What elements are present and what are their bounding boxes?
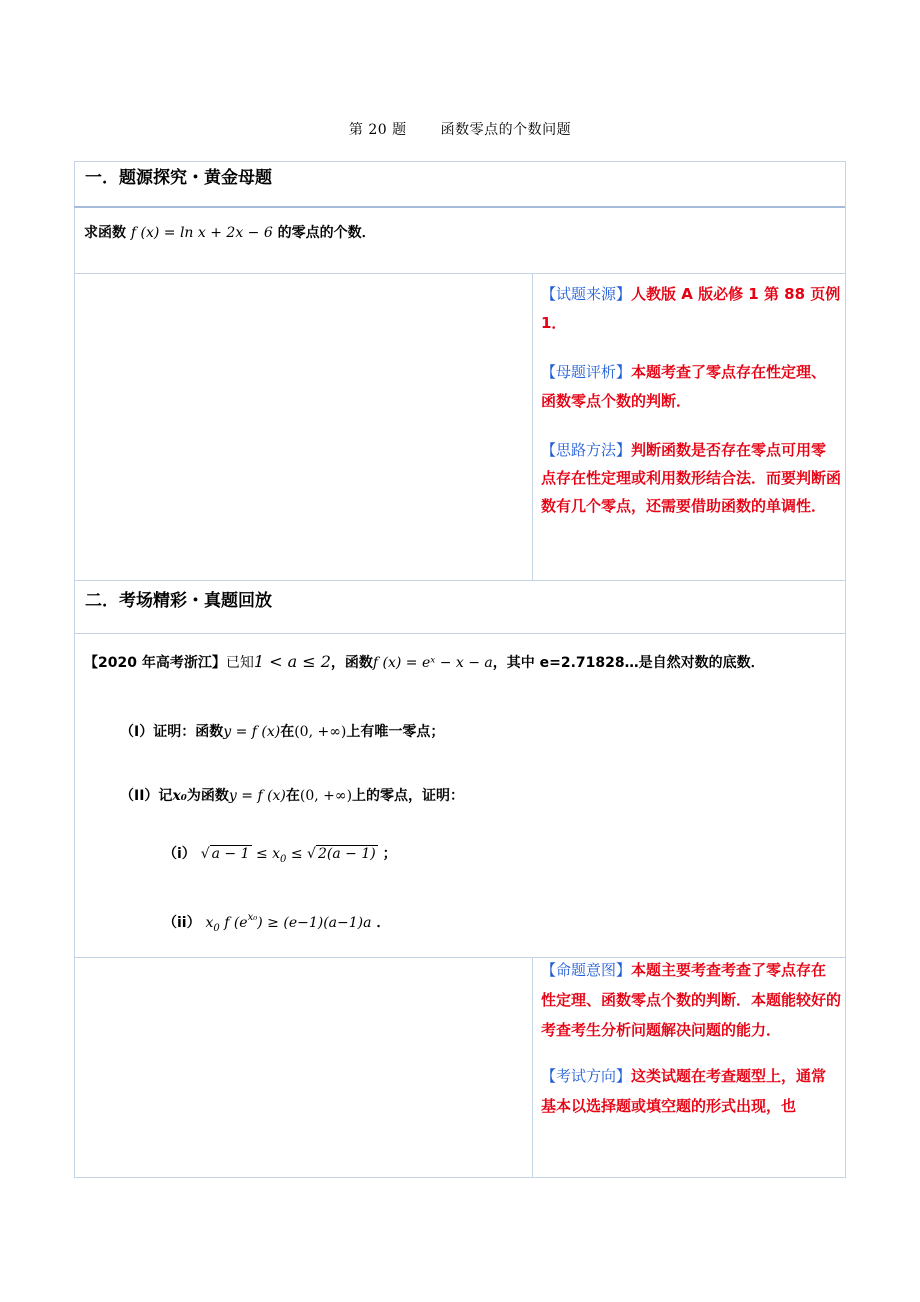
part-2: （II）记x₀为函数y = f (x)在(0, +∞)上的零点，证明： (120, 788, 465, 804)
part-2-i: （i） √ $a - 1 \le x_0$ ≤ √ 2(a − 1) ； (163, 846, 397, 865)
note-analysis: 【母题评析】本题考查了零点存在性定理、函数零点个数的判断． (541, 363, 827, 410)
answer-area-2 (75, 957, 531, 1177)
problem-topic: 函数零点的个数问题 (440, 122, 572, 138)
question-formula: f (x) = ln x + 2x − 6 (130, 225, 273, 241)
note-method: 【思路方法】判断函数是否存在零点可用零点存在性定理或利用数形结合法．而要判断函数有几个零点，还需要借助函数的单调性． (541, 441, 842, 515)
part-2-ii: （ii） $x_0$ f $(e^{x_0}) \ge (e-1)(a-1)a$ ． (163, 912, 391, 934)
column-divider (532, 957, 533, 1177)
section-heading-1: 一．题源探究・黄金母题 (85, 168, 272, 188)
notes-panel-1 (541, 280, 841, 520)
part-1: （I）证明：函数y = f (x)在(0, +∞)上有唯一零点； (120, 724, 445, 740)
mother-question: 求函数 f (x) = ln x + 2x − 6 的零点的个数． (84, 225, 376, 241)
exam-problem-intro: 【2020 年高考浙江】已知1 < a ≤ 2，函数f (x) = eˣ − x − a，其中 e=2.71828…是自然对数的底数． (84, 652, 765, 671)
inequality-2: $x_0$ f $(e^{x_0}) \ge (e-1)(a-1)a$ (205, 912, 372, 934)
column-divider (532, 273, 533, 580)
notes-panel-2 (541, 955, 841, 1121)
row-divider (74, 580, 845, 581)
section-rule-1 (74, 206, 845, 208)
inequality-1: √ $a - 1 \le x_0$ ≤ √ 2(a − 1) (200, 846, 376, 865)
note-source: 【试题来源】人教版 A 版必修 1 第 88 页例 1． (541, 285, 841, 332)
note-intent: 【命题意图】本题主要考查考查了零点存在性定理、函数零点个数的判断．本题能较好的考查考生分析问题解决问题的能力． (541, 961, 842, 1039)
problem-number: 第 20 题 (348, 122, 407, 138)
row-divider (74, 633, 845, 634)
note-direction: 【考试方向】这类试题在考查题型上，通常基本以选择题或填空题的形式出现，也 (541, 1067, 827, 1115)
page-title (0, 119, 920, 139)
table-bottom-border (74, 1177, 845, 1178)
answer-area-1 (75, 273, 531, 580)
table-right-border (845, 161, 846, 1178)
section-heading-2: 二．考场精彩・真题回放 (85, 591, 272, 611)
